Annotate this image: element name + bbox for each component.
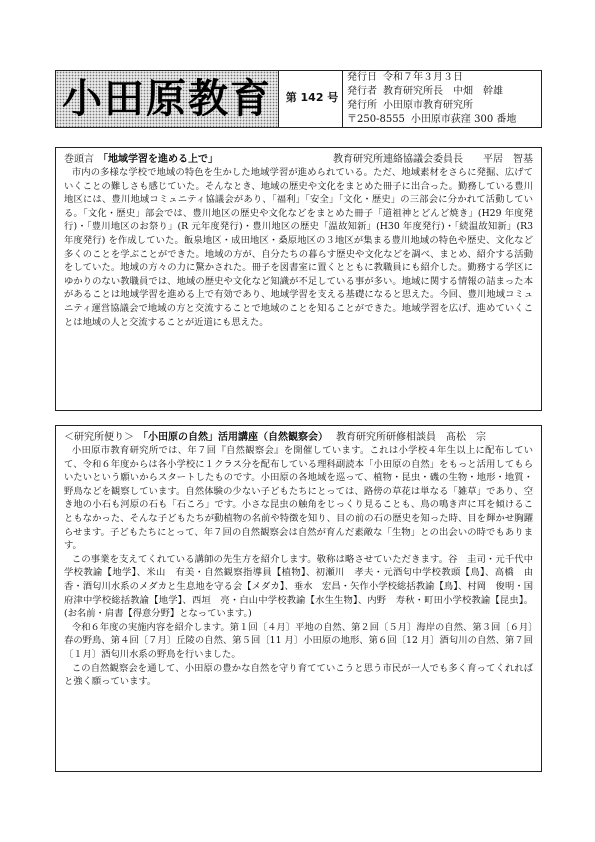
article-header (64, 431, 533, 444)
office: 小田原市教育研究所 (383, 100, 473, 111)
article-foreword (55, 147, 542, 411)
publisher: 教育研究所長 中畑 幹雄 (383, 86, 503, 97)
article-paragraph: この自然観察会を通して、小田原の豊かな自然を守り育てていこうと思う市民が一人でも多く育ってくれればと強く願っています。 (64, 662, 533, 688)
office-row (347, 99, 542, 113)
masthead (55, 70, 542, 128)
article-header (64, 153, 533, 166)
publisher-row (347, 85, 542, 99)
article-tag: ＜研究所便り＞ (64, 432, 134, 443)
article-title: 「地域学習を進める上で」 (98, 154, 218, 165)
address-row (347, 113, 542, 127)
publisher-label: 発行者 (347, 86, 377, 97)
article-paragraph: 市内の多様な学校で地域の特色を生かした地域学習が進められている。ただ、地域素材をさらに発掘、広げていくことの難しさも感じていた。そんなとき、地域の歴史や文化をまとめた冊子に出合った。勤務している豊川地区には、豊川地域コミュニティ協議会があり、「福利」「安全」「文化・歴史」の三部会に分かれて活動している。「文化・歴史」部会では、豊川地区の歴史や文化などをまとめた冊子「道祖神とどんど焼き」(H29 年度発行)・「豊川地区のお祭り」(R 元年度発行)・豊川地区の歴史「温故知新」(H30 年度発行)・「続温故知新」(R3 年度発行) を作成していた。飯泉地区・成田地区・桑原地区の３地区が集まる豊川地域の特色や歴史、文化など多くのことを学ぶことができた。地域の方が、自分たちの暮らす歴史や文化などを調べ、まとめ、紹介する活動をしていた。地域の方々の力に驚かされた。冊子を図書室に置くとともに教職員にも紹介した。勤務する学区にゆかりのない教職員では、地域の歴史や文化など知識が不足している事が多い。地域に関する情報の詰まった本があることは地域学習を進める上で有効であり、地域学習を支える基礎になると思えた。今回、豊川地域コミュニティ運営協議会で地域の方と交流することで地域のことを知ることができた。地域学習を広げ、進めていくことは地域の人と交流することが近道にも思えた。 (64, 167, 533, 328)
publication-info (342, 71, 542, 127)
newsletter-logo (56, 71, 279, 127)
article-author: 教育研究所研修相談員 髙松 宗 (336, 432, 486, 443)
article-author: 教育研究所連絡協議会委員長 平居 智基 (333, 154, 533, 165)
logo-title: 小田原教育 (62, 76, 272, 122)
issue-number: 第 142 号 (285, 91, 339, 104)
office-label: 発行所 (347, 100, 377, 111)
postal-code: 〒250-8555 (347, 114, 405, 125)
article-title: 「小田原の自然」活用講座（自然観察会） (138, 432, 328, 443)
issue-date: 令和７年３月３日 (383, 72, 463, 83)
issue-date-label: 発行日 (347, 72, 377, 83)
article-institute-news (55, 425, 542, 772)
article-tag: 巻頭言 (64, 154, 94, 165)
article-paragraph: 小田原市教育研究所では、年７回『自然観察会』を開催しています。これは小学校４年生以上に配布していて、令和６年度からは各小学校に１クラス分を配布している理科副読本「小田原の自然」をもっと活用してもらいたいという願いからスタートしたものです。小田原の各地域を巡って、植物・昆虫・磯の生物・地形・地質・野鳥などを観察しています。自然体験の少ない子どもたちにとっては、路傍の草花は単なる「雑草」であり、空き地の小石も河原の石も「石ころ」です。小さな昆虫の触角をじっくり見ることも、鳥の鳴き声に耳を傾けることもなかった、そんな子どもたちが動植物の名前や特徴を知り、目の前の石の歴史を知った時、目を輝かせ胸躍らせます。子どもたちにとって、年７回の自然観察会は自然が育んだ素敵な「生物」との出会いの時でもあります。 (64, 445, 533, 552)
address: 小田原市荻窪 300 番地 (410, 114, 517, 125)
article-paragraph: 令和６年度の実施内容を紹介します。第１回〔４月〕平地の自然、第２回〔５月〕海岸の自然、第３回〔６月〕春の野鳥、第４回〔７月〕丘陵の自然、第５回〔11 月〕小田原の地形、第６回〔12 月〕酒匂川の自然、第７回〔１月〕酒匂川水系の野鳥を行いました。 (64, 621, 533, 660)
issue-date-row (347, 71, 542, 85)
article-paragraph: この事業を支えてくれている講師の先生方を紹介します。敬称は略させていただきます。谷 圭司・元千代中学校教諭【地学】、米山 有美・自然観察指導員【植物】、初瀬川 孝夫・元酒匂中学校教頭【鳥】、高橋 由香・酒匂川水系のメダカと生息地を守る会【メダカ】、垂水 宏昌・矢作小学校総括教諭【鳥】、村岡 俊明・国府津中学校総括教諭【地学】、西垣 亮・白山中学校教諭【水生生物】、内野 寿秋・町田小学校教諭【昆虫】。(お名前・肩書【得意分野】となっています。) (64, 553, 533, 620)
